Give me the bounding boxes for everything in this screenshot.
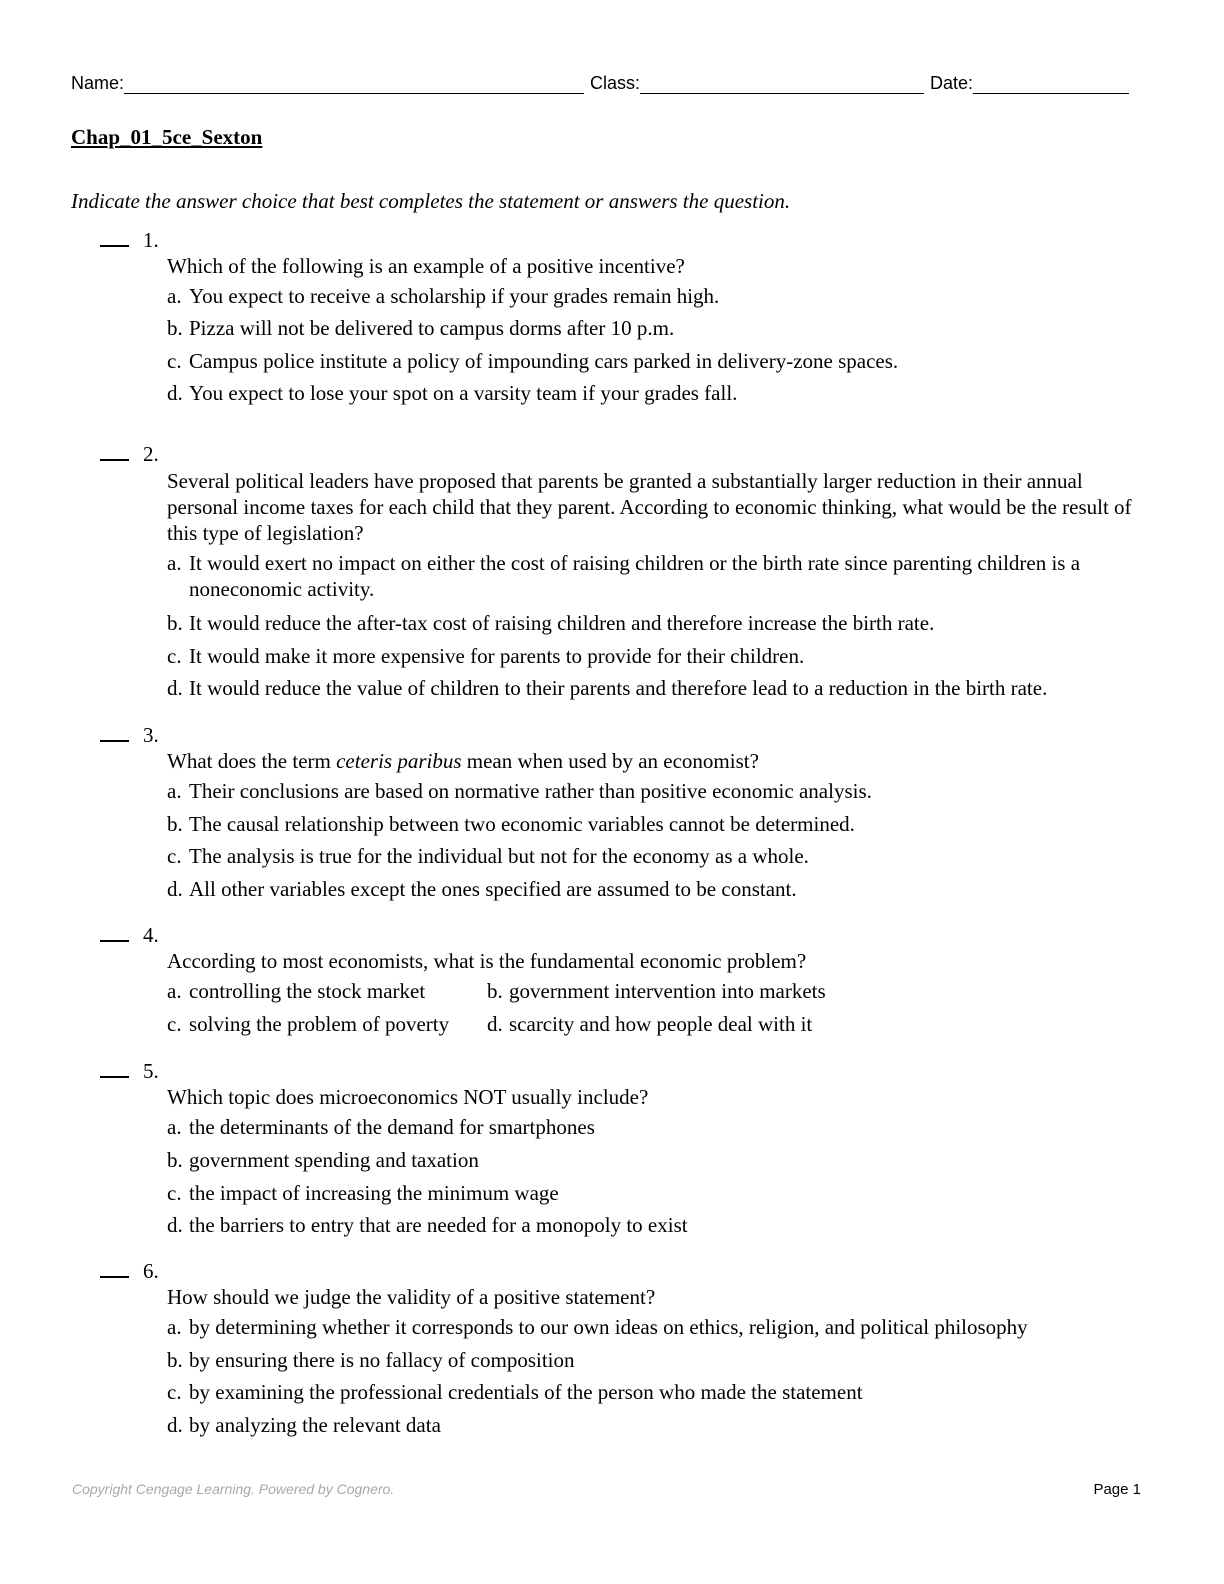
- choice-text: by analyzing the relevant data: [189, 1413, 441, 1437]
- answer-choice: [167, 550, 1142, 602]
- choice-text: You expect to lose your spot on a varsity team if your grades fall.: [189, 381, 738, 405]
- answer-blank[interactable]: [100, 245, 129, 247]
- answer-choice: [167, 1314, 1142, 1340]
- choice-letter: a.: [167, 979, 182, 1003]
- question-number: 1.: [143, 228, 159, 252]
- answer-choice: [167, 675, 1142, 701]
- answer-blank[interactable]: [100, 740, 129, 742]
- choice-letter: b.: [487, 979, 503, 1003]
- choice-text: Pizza will not be delivered to campus dorms after 10 p.m.: [189, 316, 675, 340]
- answer-choice: [167, 283, 1142, 309]
- choice-letter: d.: [167, 877, 183, 901]
- answer-choice: [167, 876, 1142, 902]
- question-stem: Several political leaders have proposed that parents be granted a substantially larger reduction in their annual personal income taxes for each child that they parent. According to economic thinking, what would be the result of this type of legislation?: [167, 469, 1132, 545]
- choice-letter: a.: [167, 284, 182, 308]
- answer-choice: [167, 1379, 1142, 1405]
- answer-choice: [167, 315, 1142, 341]
- choice-text: by examining the professional credentials of the person who made the statement: [189, 1380, 863, 1404]
- answer-choice: [167, 843, 1142, 869]
- name-field[interactable]: [124, 73, 584, 94]
- question-stem: Which topic does microeconomics NOT usually include?: [167, 1085, 649, 1109]
- date-label: Date:: [930, 73, 974, 93]
- choice-text: by ensuring there is no fallacy of composition: [189, 1348, 575, 1372]
- choice-text: controlling the stock market: [189, 979, 426, 1003]
- question-number: 4.: [143, 923, 159, 947]
- class-label: Class:: [590, 73, 641, 93]
- choice-text: It would exert no impact on either the cost of raising children or the birth rate since parenting children is a noneconomic activity.: [189, 551, 1081, 601]
- choice-letter: d.: [167, 676, 183, 700]
- choice-letter: a.: [167, 1315, 182, 1339]
- choice-letter: c.: [167, 1012, 182, 1036]
- answer-choice: [167, 380, 1142, 406]
- choice-letter: a.: [167, 1115, 182, 1139]
- answer-choice: [167, 1347, 1142, 1373]
- answer-blank[interactable]: [100, 459, 129, 461]
- question-stem: [167, 748, 1142, 774]
- choice-letter: c.: [167, 644, 182, 668]
- answer-blank[interactable]: [100, 1076, 129, 1078]
- answer-choice: [167, 610, 1142, 636]
- choice-text: You expect to receive a scholarship if your grades remain high.: [189, 284, 720, 308]
- choice-letter: c.: [167, 844, 182, 868]
- question-number: 3.: [143, 723, 159, 747]
- page-title: Chap_01_5ce_Sexton: [71, 125, 263, 149]
- choice-letter: b.: [167, 1348, 183, 1372]
- choice-letter: d.: [167, 1213, 183, 1237]
- choice-letter: a.: [167, 551, 182, 575]
- choice-letter: d.: [167, 1413, 183, 1437]
- answer-choice: [167, 1180, 1142, 1206]
- question-number: 5.: [143, 1059, 159, 1083]
- class-field[interactable]: [640, 73, 924, 94]
- choice-text: government spending and taxation: [189, 1148, 479, 1172]
- question-number: 2.: [143, 442, 159, 466]
- stem-text: What does the term: [167, 749, 337, 773]
- answer-choice: [167, 1412, 1142, 1438]
- choice-text: It would make it more expensive for parents to provide for their children.: [189, 644, 805, 668]
- choice-letter: b.: [167, 611, 183, 635]
- choice-letter: c.: [167, 1380, 182, 1404]
- answer-choice: [167, 811, 1142, 837]
- answer-choice: [167, 643, 1142, 669]
- choice-text: Campus police institute a policy of impounding cars parked in delivery-zone spaces.: [189, 349, 899, 373]
- stem-text: mean when used by an economist?: [461, 749, 759, 773]
- copyright-notice: Copyright Cengage Learning. Powered by Cognero.: [72, 1481, 395, 1497]
- answer-choice: [167, 1011, 477, 1037]
- choice-text: It would reduce the value of children to their parents and therefore lead to a reduction in the birth rate.: [189, 676, 1048, 700]
- choice-letter: c.: [167, 1181, 182, 1205]
- answer-choice: [167, 1114, 1142, 1140]
- answer-choice: [487, 1011, 987, 1037]
- choice-letter: a.: [167, 779, 182, 803]
- choice-text: solving the problem of poverty: [189, 1012, 450, 1036]
- question-stem: According to most economists, what is the fundamental economic problem?: [167, 949, 807, 973]
- answer-blank[interactable]: [100, 940, 129, 942]
- instructions: Indicate the answer choice that best completes the statement or answers the question.: [71, 189, 791, 213]
- answer-choice: [487, 978, 987, 1004]
- choice-text: The causal relationship between two economic variables cannot be determined.: [189, 812, 855, 836]
- choice-text: All other variables except the ones specified are assumed to be constant.: [189, 877, 797, 901]
- choice-text: the determinants of the demand for smartphones: [189, 1115, 595, 1139]
- choice-text: government intervention into markets: [509, 979, 826, 1003]
- question-stem: Which of the following is an example of a positive incentive?: [167, 254, 685, 278]
- name-label: Name:: [71, 73, 125, 93]
- date-field[interactable]: [973, 73, 1129, 94]
- choice-text: the barriers to entry that are needed for a monopoly to exist: [189, 1213, 688, 1237]
- answer-choice: [167, 348, 1142, 374]
- page-number: Page 1: [1093, 1481, 1141, 1498]
- choice-text: scarcity and how people deal with it: [509, 1012, 813, 1036]
- choice-letter: b.: [167, 812, 183, 836]
- choice-text: by determining whether it corresponds to our own ideas on ethics, religion, and political philosophy: [189, 1315, 1028, 1339]
- choice-letter: d.: [167, 381, 183, 405]
- choice-letter: b.: [167, 316, 183, 340]
- answer-choice: [167, 1147, 1142, 1173]
- choice-letter: c.: [167, 349, 182, 373]
- choice-text: The analysis is true for the individual but not for the economy as a whole.: [189, 844, 809, 868]
- choice-letter: d.: [487, 1012, 503, 1036]
- answer-choice: [167, 1212, 1142, 1238]
- answer-choice: [167, 978, 477, 1004]
- question-stem: How should we judge the validity of a positive statement?: [167, 1285, 656, 1309]
- answer-choice: [167, 778, 1142, 804]
- choice-letter: b.: [167, 1148, 183, 1172]
- choice-text: Their conclusions are based on normative rather than positive economic analysis.: [189, 779, 872, 803]
- choice-text: It would reduce the after-tax cost of raising children and therefore increase the birth rate.: [189, 611, 935, 635]
- answer-blank[interactable]: [100, 1276, 129, 1278]
- student-info-header: [71, 73, 1141, 94]
- question-number: 6.: [143, 1259, 159, 1283]
- stem-italic-term: ceteris paribus: [336, 749, 462, 773]
- choice-text: the impact of increasing the minimum wage: [189, 1181, 559, 1205]
